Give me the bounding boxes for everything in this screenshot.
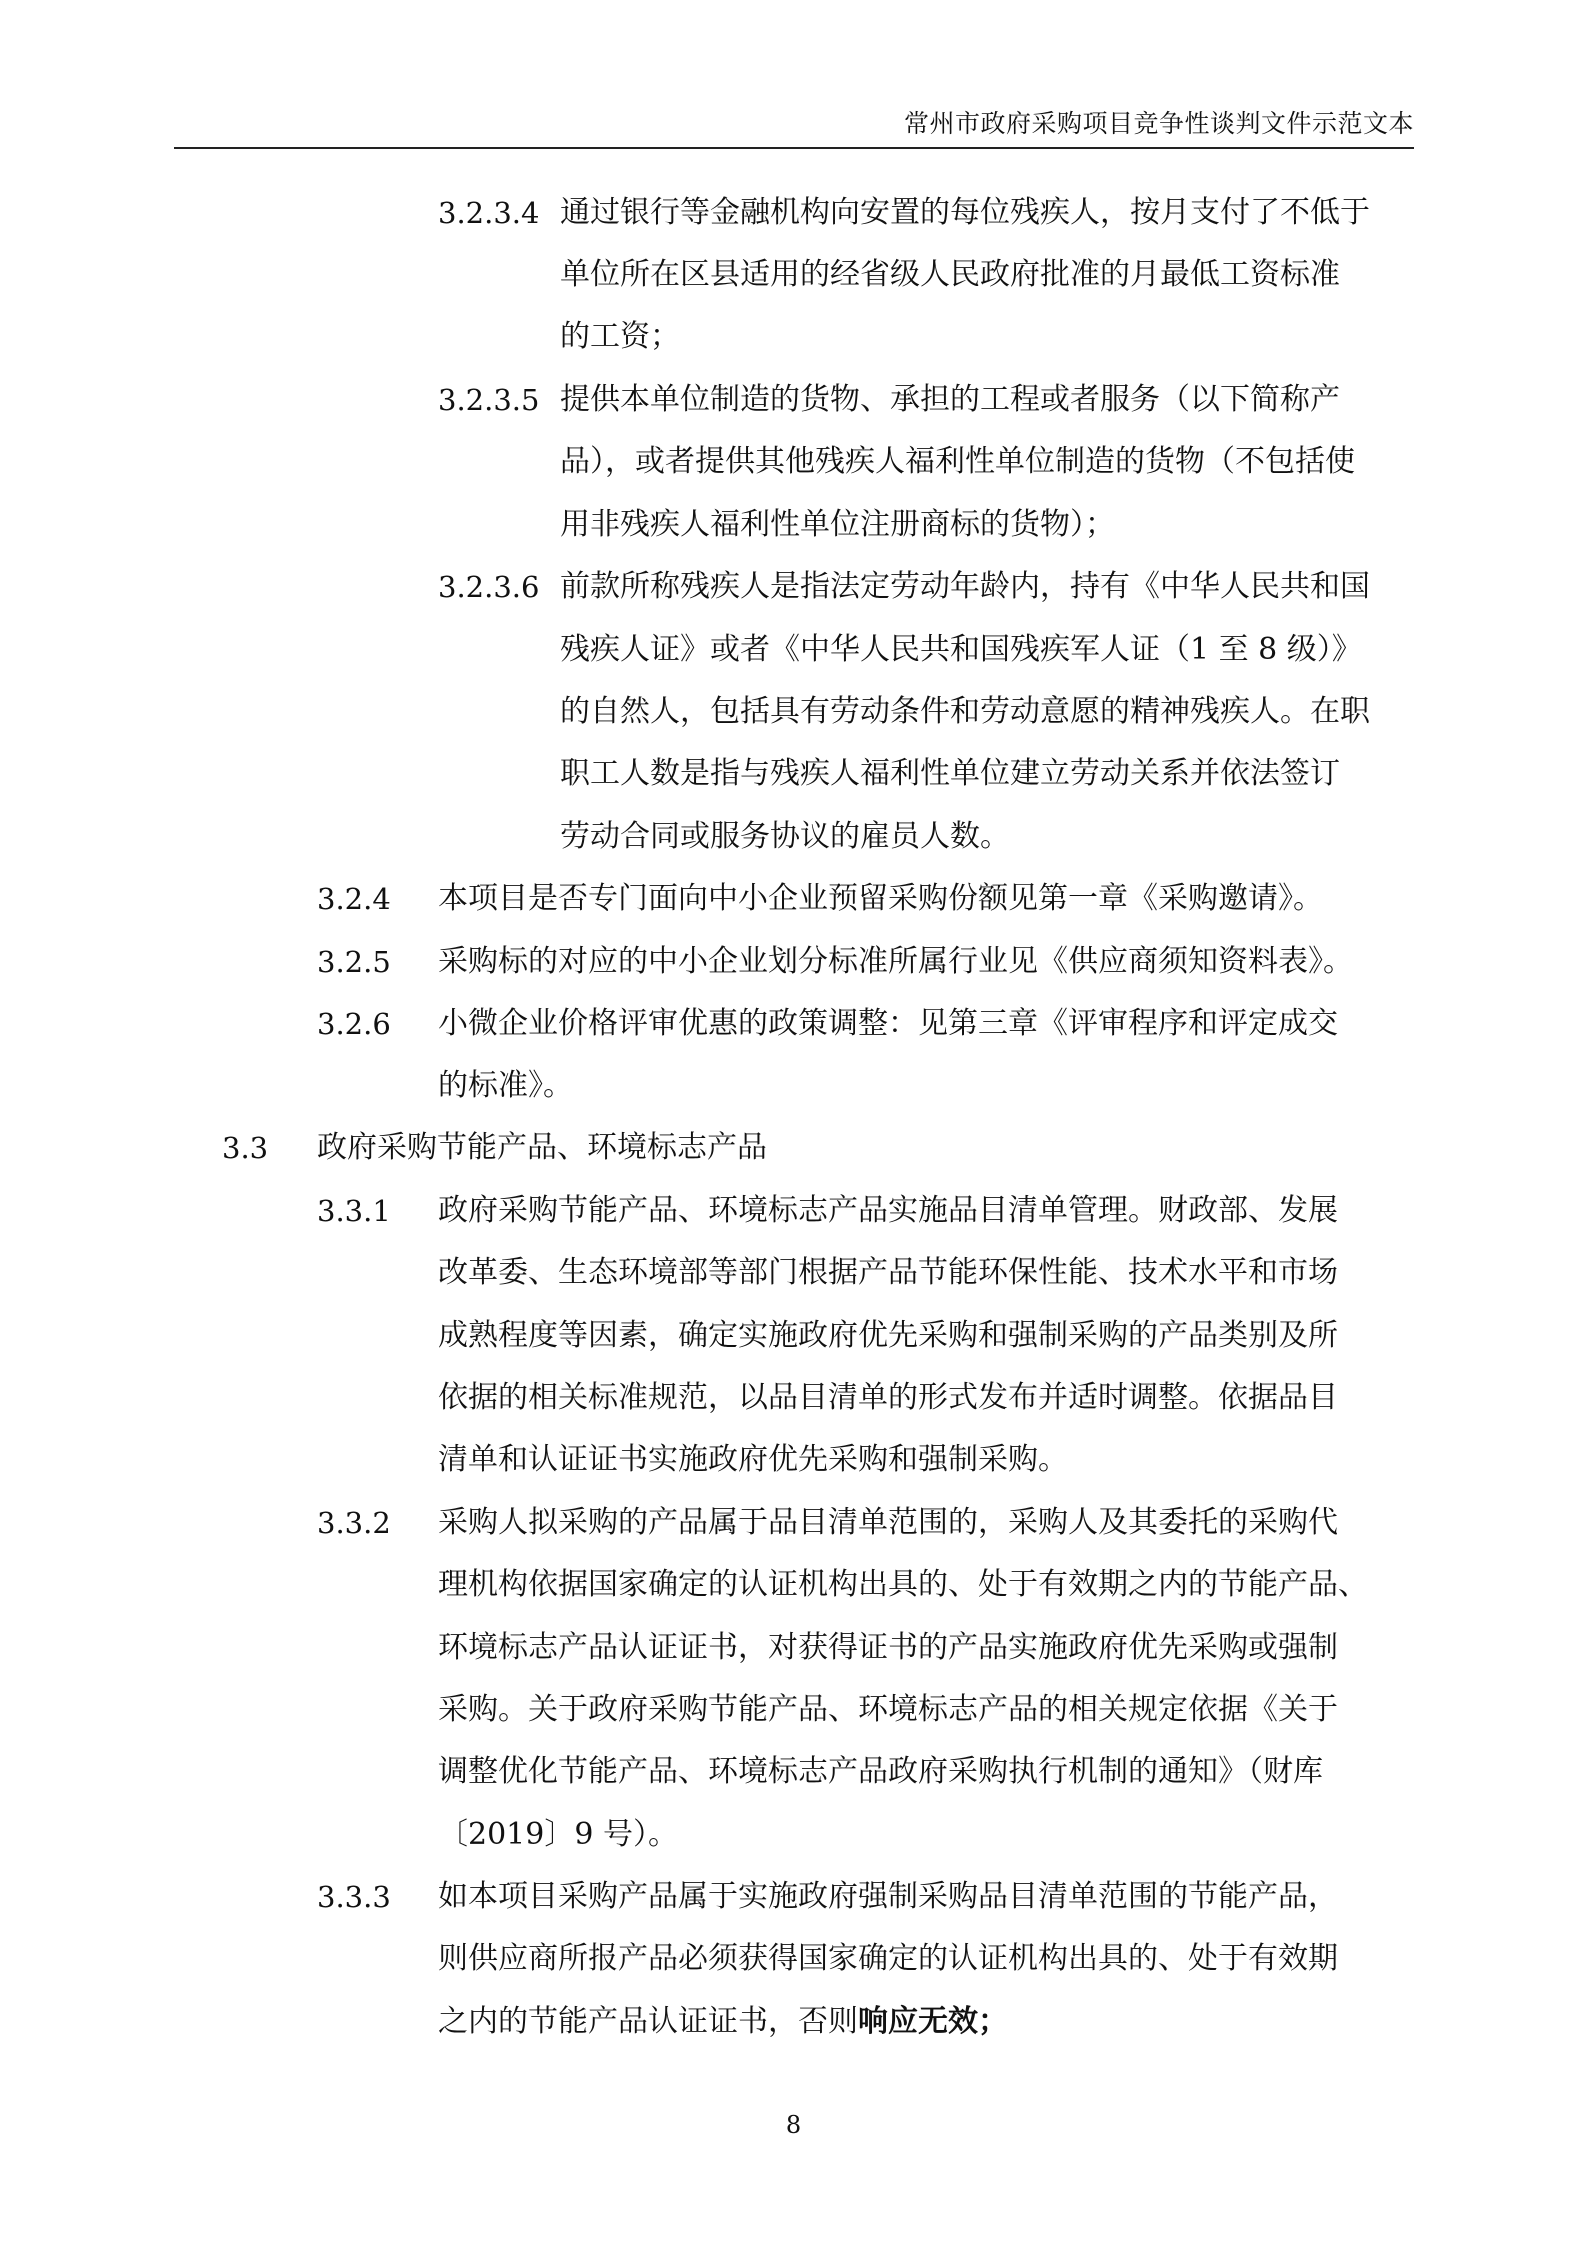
clause-number: 3.2.3.6 (438, 570, 540, 604)
clause-number: 3.2.6 (317, 1007, 391, 1041)
section-number: 3.3 (222, 1131, 269, 1165)
text-line-with-bold (438, 2002, 1008, 2042)
text-line: 调整优化节能产品、环境标志产品政府采购执行机制的通知》（财库 (438, 1754, 1323, 1789)
text-line: 采购标的对应的中小企业划分标准所属行业见《供应商须知资料表》。 (438, 944, 1353, 979)
text-line: 改革委、生态环境部等部门根据产品节能环保性能、技术水平和市场 (438, 1255, 1338, 1290)
text-line: 的自然人，包括具有劳动条件和劳动意愿的精神残疾人。在职 (560, 694, 1370, 729)
text-line: 理机构依据国家确定的认证机构出具的、处于有效期之内的节能产品、 (438, 1567, 1368, 1602)
text-line: 残疾人证》或者《中华人民共和国残疾军人证（1 至 8 级）》 (560, 632, 1362, 667)
text-segment: 之内的节能产品认证证书，否则 (438, 2004, 858, 2039)
text-line: 则供应商所报产品必须获得国家确定的认证机构出具的、处于有效期 (438, 1941, 1338, 1976)
text-line: 前款所称残疾人是指法定劳动年龄内，持有《中华人民共和国 (560, 569, 1370, 604)
text-line: 成熟程度等因素，确定实施政府优先采购和强制采购的产品类别及所 (438, 1318, 1338, 1353)
text-line: 依据的相关标准规范，以品目清单的形式发布并适时调整。依据品目 (438, 1380, 1338, 1415)
text-line: 的标准》。 (438, 1068, 573, 1103)
section-title: 政府采购节能产品、环境标志产品 (317, 1130, 767, 1165)
text-line: 清单和认证证书实施政府优先采购和强制采购。 (438, 1442, 1068, 1477)
text-line: 采购人拟采购的产品属于品目清单范围的，采购人及其委托的采购代 (438, 1505, 1338, 1540)
text-line: 采购。关于政府采购节能产品、环境标志产品的相关规定依据《关于 (438, 1692, 1338, 1727)
text-line: 通过银行等金融机构向安置的每位残疾人，按月支付了不低于 (560, 195, 1370, 230)
text-line: 如本项目采购产品属于实施政府强制采购品目清单范围的节能产品， (438, 1879, 1338, 1914)
page-number: 8 (785, 2111, 802, 2139)
text-line: 职工人数是指与残疾人福利性单位建立劳动关系并依法签订 (560, 756, 1340, 791)
text-line: 品），或者提供其他残疾人福利性单位制造的货物（不包括使 (560, 444, 1355, 479)
text-line: 劳动合同或服务协议的雇员人数。 (560, 819, 1010, 854)
text-line: 单位所在区县适用的经省级人民政府批准的月最低工资标准 (560, 257, 1340, 292)
text-line: 用非残疾人福利性单位注册商标的货物）； (560, 507, 1115, 542)
bold-punctuation: ； (978, 2004, 1008, 2039)
clause-number: 3.2.4 (317, 882, 391, 916)
text-line: 本项目是否专门面向中小企业预留采购份额见第一章《采购邀请》。 (438, 881, 1323, 916)
clause-number: 3.2.3.5 (438, 383, 540, 417)
text-line: 环境标志产品认证证书，对获得证书的产品实施政府优先采购或强制 (438, 1630, 1338, 1665)
clause-number: 3.3.1 (317, 1194, 391, 1228)
text-line: 的工资； (560, 319, 680, 354)
text-line: 〔2019〕9 号）。 (438, 1817, 678, 1852)
document-header: 常州市政府采购项目竞争性谈判文件示范文本 (903, 109, 1414, 138)
text-line: 小微企业价格评审优惠的政策调整：见第三章《评审程序和评定成交 (438, 1006, 1338, 1041)
clause-number: 3.3.2 (317, 1506, 391, 1540)
clause-number: 3.2.3.4 (438, 196, 540, 230)
text-line: 提供本单位制造的货物、承担的工程或者服务（以下简称产 (560, 382, 1340, 417)
bold-invalid-response: 响应无效 (858, 2004, 978, 2039)
text-line: 政府采购节能产品、环境标志产品实施品目清单管理。财政部、发展 (438, 1193, 1338, 1228)
clause-number: 3.2.5 (317, 945, 391, 979)
clause-number: 3.3.3 (317, 1880, 391, 1914)
header-rule (174, 147, 1414, 149)
